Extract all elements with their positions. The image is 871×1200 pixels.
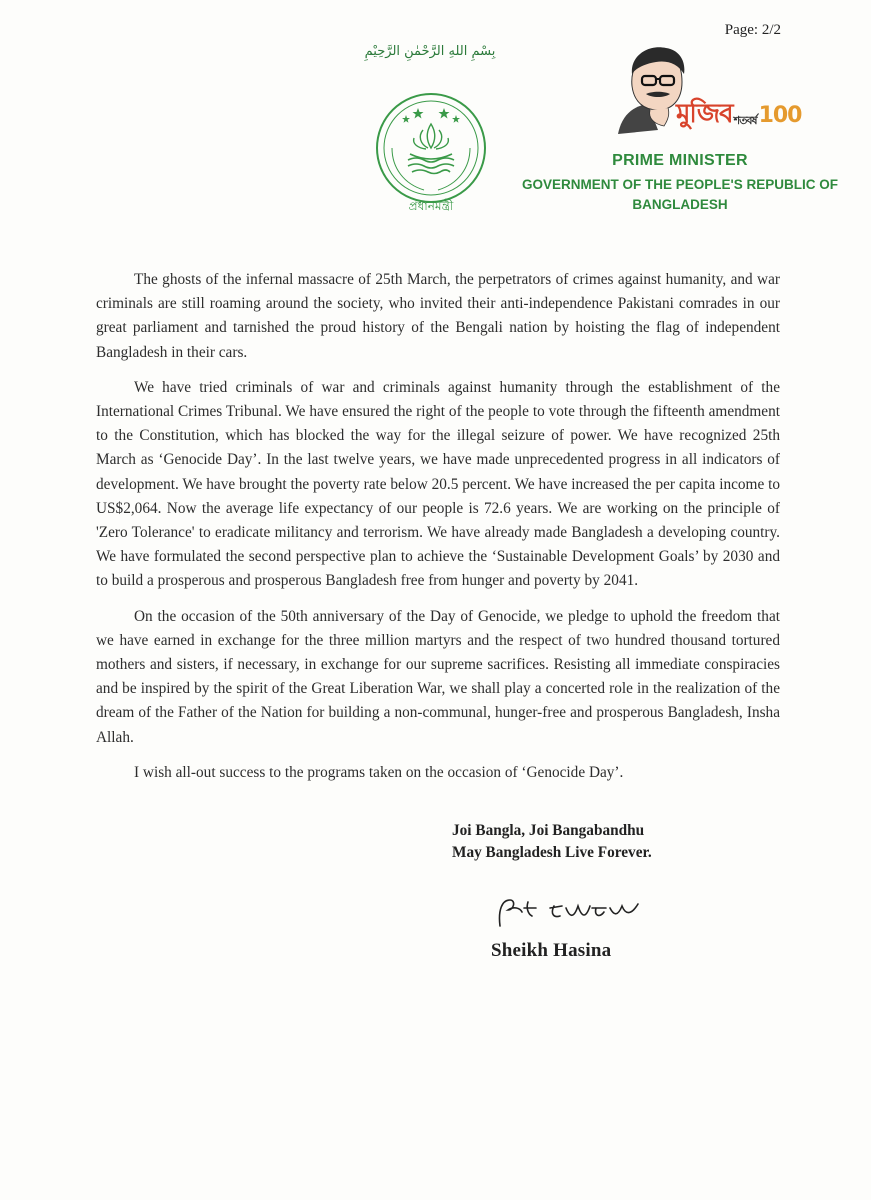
signatory-name: Sheikh Hasina xyxy=(491,940,612,961)
letterhead-title-block xyxy=(500,152,860,215)
mujib-logo-number: 100 xyxy=(758,103,802,128)
body-paragraph: I wish all-out success to the programs taken on the occasion of ‘Genocide Day’. xyxy=(134,763,624,781)
body-paragraph: We have tried criminals of war and criminals against humanity through the establishment of the International Crimes Tribunal. We have ensured the right of the people to vote through the fifteenth amendment to the Constitution, which has blocked the way for the illegal seizure of power. We have recognized 25th March as ‘Genocide Day’. In the last twelve years, we have made unprecedented progress in all indicators of development. We have brought the poverty rate below 20.5 percent. We have increased the per capita income to US$2,064. Now the average life expectancy of our people is 72.6 years. We are working on the principle of 'Zero Tolerance' to eradicate militancy and terrorism. We have already made Bangladesh a developing country. We have formulated the second perspective plan to achieve the ‘Sustainable Development Goals’ by 2030 and to build a prosperous and prosperous Bangladesh free from hunger and poverty by 2041. xyxy=(96,378,780,590)
bismillah-calligraphy: بِسْمِ اللهِ الرَّحْمٰنِ الرَّحِيْمِ xyxy=(364,44,496,59)
body-paragraph: On the occasion of the 50th anniversary of the Day of Genocide, we pledge to uphold the freedom that we have earned in exchange for the three million martyrs and the respect of two hundred thousand tortured mothers and sisters, if necessary, in exchange for our supreme sacrifices. Resisting all immediate conspiracies and be inspired by the spirit of the Great Liberation War, we shall play a concerted role in the realization of the dream of the Father of the Nation for building a non-communal, hunger-free and prosperous Bangladesh, Insha Allah. xyxy=(96,607,780,746)
emblem-caption: প্রধানমন্ত্রী xyxy=(408,199,454,213)
government-line-2: BANGLADESH xyxy=(632,197,728,212)
office-title: PRIME MINISTER xyxy=(612,152,748,169)
government-name xyxy=(500,175,860,215)
closing-line-2: May Bangladesh Live Forever. xyxy=(452,844,652,861)
mujib-centenary-logo xyxy=(676,93,802,137)
closing-line-1: Joi Bangla, Joi Bangabandhu xyxy=(452,822,645,839)
letter-body xyxy=(96,268,780,796)
body-paragraph: The ghosts of the infernal massacre of 25th March, the perpetrators of crimes against humanity, and war criminals are still roaming around the society, who invited their anti-independence Pakistani comrades in our great parliament and tarnished the proud history of the Bengali nation by hoisting the flag of independent Bangladesh in their cars. xyxy=(96,271,780,361)
government-line-1: GOVERNMENT OF THE PEOPLE'S REPUBLIC OF xyxy=(522,177,838,192)
page-number: Page: 2/2 xyxy=(724,22,781,38)
mujib-logo-sub: শতবর্ষ xyxy=(733,114,757,127)
closing-salutation xyxy=(452,820,652,864)
prime-minister-emblem xyxy=(368,88,494,214)
handwritten-signature xyxy=(492,886,652,936)
mujib-logo-text: মুজিব xyxy=(676,99,733,129)
